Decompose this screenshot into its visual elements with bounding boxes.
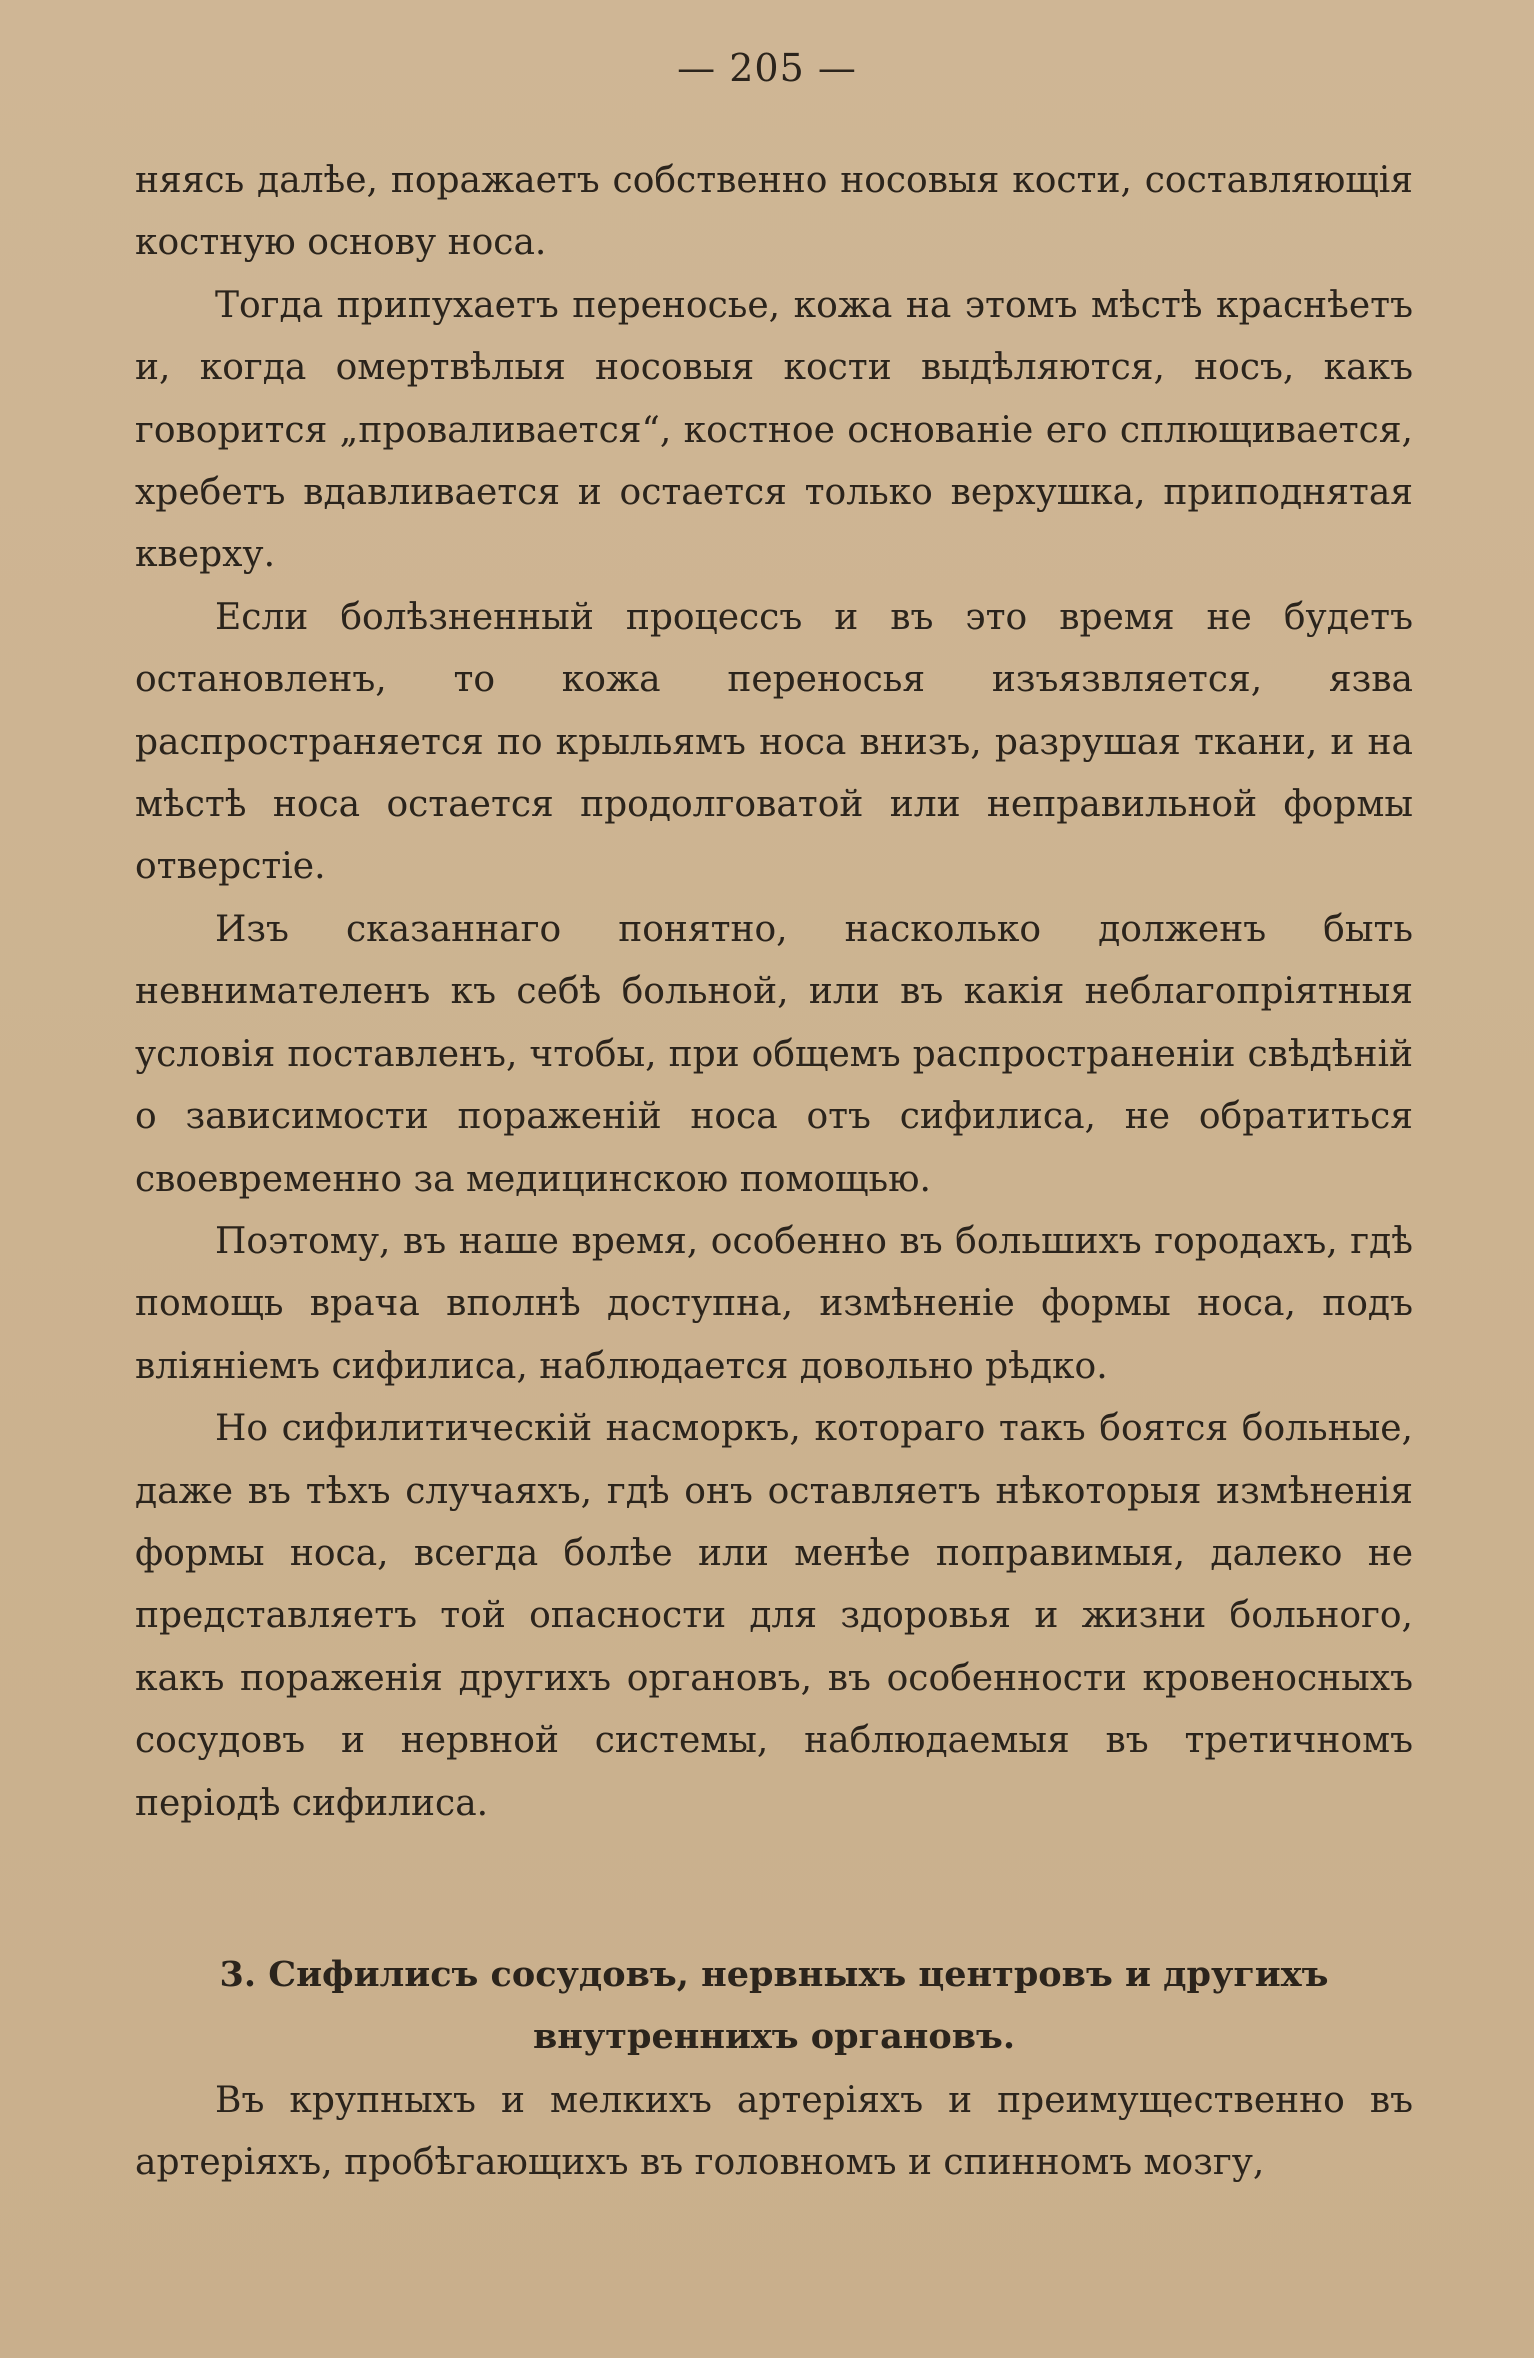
paragraph: Изъ сказаннаго понятно, насколько долженъ быть невнимателенъ къ себѣ больной, или въ какія неблагопріятныя условія поставленъ, чтобы, при общемъ распространеніи свѣдѣній о зависимости пораженій носа отъ сифилиса, не обратиться своевременно за медицинскою помощью. (135, 908, 1413, 1200)
paragraph-continuation: няясь далѣе, поражаетъ собственно носовыя кости, составляющія костную основу носа. (135, 160, 1413, 264)
paragraph: Но сифилитическій насморкъ, котораго такъ боятся больные, даже въ тѣхъ случаяхъ, гдѣ онъ оставляетъ нѣкоторыя измѣненія формы носа, всегда болѣе или менѣе поправимыя, далеко не представляетъ той опасности для здоровья и жизни больного, какъ пораженія другихъ органовъ, въ особенности кровеносныхъ сосудовъ и нервной системы, наблюдаемыя въ третичномъ періодѣ сифилиса. (135, 1408, 1413, 1824)
paragraph: Поэтому, въ наше время, особенно въ большихъ городахъ, гдѣ помощь врача вполнѣ доступна, измѣненіе формы носа, подъ вліяніемъ сифилиса, наблюдается довольно рѣдко. (135, 1220, 1413, 1387)
paragraph: Если болѣзненный процессъ и въ это время не будетъ остановленъ, то кожа переносья изъязвляется, язва распространяется по крыльямъ носа внизъ, разрушая ткани, и на мѣстѣ носа остается продолговатой или неправильной формы отверстіе. (135, 596, 1413, 888)
body-text (135, 150, 1413, 1835)
page-number: — 205 — (677, 46, 857, 90)
section-heading: 3. Сифилисъ сосудовъ, нервныхъ центровъ и другихъ внутреннихъ органовъ. (219, 1954, 1329, 2057)
paragraph: Тогда припухаетъ переносье, кожа на этомъ мѣстѣ краснѣетъ и, когда омертвѣлыя носовыя кости выдѣляются, носъ, какъ говорится „проваливается“, костное основаніе его сплющивается, хребетъ вдавливается и остается только верхушка, приподнятая кверху. (135, 284, 1413, 576)
paragraph: Въ крупныхъ и мелкихъ артеріяхъ и преимущественно въ артеріяхъ, пробѣгающихъ въ головномъ и спинномъ мозгу, (135, 2080, 1413, 2184)
section-body (135, 2070, 1413, 2195)
